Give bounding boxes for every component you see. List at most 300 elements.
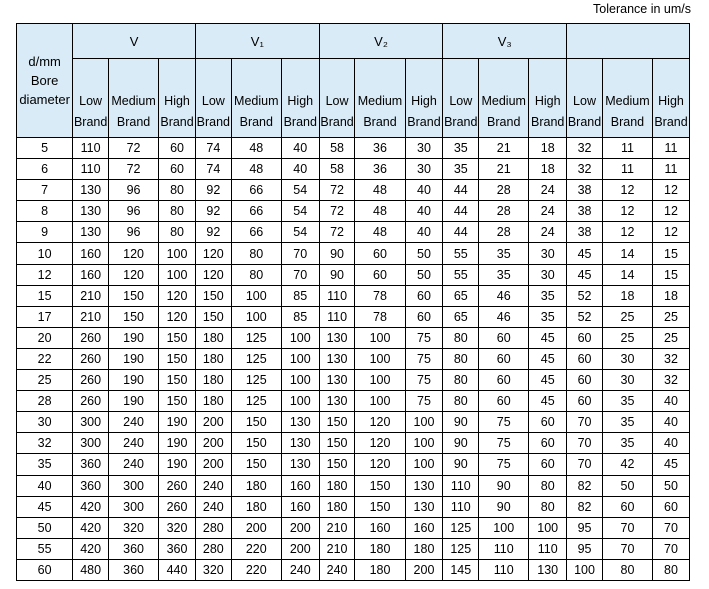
bore-diameter-cell: 50	[17, 517, 73, 538]
tolerance-cell: 60	[355, 264, 405, 285]
tolerance-cell: 100	[355, 391, 405, 412]
tolerance-cell: 130	[281, 454, 319, 475]
tolerance-cell: 36	[355, 159, 405, 180]
tolerance-cell: 240	[109, 433, 159, 454]
tolerance-cell: 210	[73, 306, 109, 327]
tolerance-cell: 150	[159, 391, 196, 412]
tolerance-cell: 74	[195, 138, 231, 159]
tolerance-cell: 100	[281, 348, 319, 369]
bore-diameter-cell: 9	[17, 222, 73, 243]
tolerance-cell: 100	[355, 370, 405, 391]
tolerance-cell: 45	[567, 243, 603, 264]
level-header	[479, 59, 529, 138]
tolerance-cell: 145	[443, 559, 479, 580]
tolerance-cell: 60	[479, 348, 529, 369]
tolerance-cell: 120	[159, 285, 196, 306]
group-v-header: V	[73, 24, 196, 59]
level-header	[231, 59, 281, 138]
tolerance-cell: 75	[479, 433, 529, 454]
bore-diameter-cell: 10	[17, 243, 73, 264]
level-line: Brand	[320, 115, 354, 129]
tolerance-cell: 120	[109, 264, 159, 285]
tolerance-cell: 130	[319, 327, 355, 348]
tolerance-cell: 32	[653, 348, 690, 369]
tolerance-cell: 210	[319, 538, 355, 559]
tolerance-cell: 80	[443, 391, 479, 412]
tolerance-cell: 180	[195, 327, 231, 348]
tolerance-cell: 75	[479, 412, 529, 433]
tolerance-cell: 125	[231, 348, 281, 369]
tolerance-cell: 100	[355, 348, 405, 369]
level-line: Medium	[357, 94, 403, 108]
level-line: Brand	[567, 115, 602, 129]
level-header	[195, 59, 231, 138]
tolerance-cell: 60	[567, 327, 603, 348]
tolerance-cell: 25	[653, 327, 690, 348]
level-header-row	[17, 59, 690, 138]
tolerance-cell: 44	[443, 180, 479, 201]
tolerance-cell: 60	[567, 370, 603, 391]
tolerance-cell: 78	[355, 306, 405, 327]
bore-diameter-cell: 32	[17, 433, 73, 454]
tolerance-cell: 28	[479, 201, 529, 222]
tolerance-cell: 110	[73, 138, 109, 159]
table-row	[17, 391, 690, 412]
tolerance-cell: 420	[73, 517, 109, 538]
tolerance-cell: 320	[195, 559, 231, 580]
tolerance-cell: 58	[319, 138, 355, 159]
tolerance-cell: 60	[355, 243, 405, 264]
tolerance-cell: 42	[602, 454, 652, 475]
level-header	[443, 59, 479, 138]
tolerance-cell: 210	[73, 285, 109, 306]
tolerance-cell: 30	[529, 264, 567, 285]
bore-diameter-header	[17, 24, 73, 138]
tolerance-cell: 150	[159, 327, 196, 348]
tolerance-cell: 38	[567, 222, 603, 243]
header-line: diameter	[19, 92, 70, 107]
group-v3-header: V₃	[443, 24, 567, 59]
tolerance-cell: 150	[195, 306, 231, 327]
tolerance-cell: 100	[231, 306, 281, 327]
tolerance-cell: 72	[109, 159, 159, 180]
tolerance-cell: 130	[73, 180, 109, 201]
tolerance-cell: 52	[567, 306, 603, 327]
tolerance-cell: 180	[319, 475, 355, 496]
tolerance-cell: 240	[195, 496, 231, 517]
table-row	[17, 348, 690, 369]
tolerance-cell: 85	[281, 306, 319, 327]
tolerance-cell: 58	[319, 159, 355, 180]
tolerance-cell: 80	[159, 201, 196, 222]
tolerance-cell: 420	[73, 538, 109, 559]
tolerance-cell: 130	[319, 348, 355, 369]
tolerance-cell: 150	[319, 433, 355, 454]
tolerance-cell: 45	[529, 370, 567, 391]
tolerance-cell: 40	[281, 159, 319, 180]
tolerance-cell: 28	[479, 180, 529, 201]
tolerance-cell: 45	[529, 327, 567, 348]
tolerance-cell: 35	[479, 264, 529, 285]
tolerance-cell: 150	[109, 285, 159, 306]
bore-diameter-cell: 60	[17, 559, 73, 580]
tolerance-cell: 25	[602, 306, 652, 327]
level-header	[109, 59, 159, 138]
tolerance-cell: 190	[159, 412, 196, 433]
tolerance-cell: 100	[405, 433, 443, 454]
tolerance-cell: 110	[319, 285, 355, 306]
tolerance-cell: 60	[479, 327, 529, 348]
tolerance-cell: 200	[195, 454, 231, 475]
tolerance-cell: 11	[653, 138, 690, 159]
tolerance-cell: 60	[405, 285, 443, 306]
tolerance-cell: 35	[602, 412, 652, 433]
tolerance-cell: 85	[281, 285, 319, 306]
table-row	[17, 327, 690, 348]
tolerance-cell: 12	[602, 222, 652, 243]
tolerance-cell: 150	[109, 306, 159, 327]
tolerance-cell: 300	[109, 475, 159, 496]
tolerance-cell: 160	[73, 243, 109, 264]
tolerance-cell: 35	[443, 159, 479, 180]
level-header	[653, 59, 690, 138]
tolerance-cell: 240	[281, 559, 319, 580]
tolerance-cell: 40	[281, 138, 319, 159]
level-line: High	[411, 94, 437, 108]
tolerance-cell: 40	[653, 433, 690, 454]
level-line: Medium	[605, 94, 650, 108]
tolerance-cell: 100	[281, 327, 319, 348]
tolerance-cell: 150	[355, 496, 405, 517]
table-row	[17, 412, 690, 433]
level-header	[529, 59, 567, 138]
tolerance-cell: 260	[159, 475, 196, 496]
tolerance-cell: 30	[405, 138, 443, 159]
tolerance-cell: 60	[602, 496, 652, 517]
tolerance-cell: 45	[529, 391, 567, 412]
tolerance-cell: 190	[109, 327, 159, 348]
level-line: Brand	[407, 115, 441, 129]
tolerance-cell: 12	[653, 201, 690, 222]
tolerance-cell: 60	[479, 370, 529, 391]
table-row	[17, 433, 690, 454]
bore-diameter-cell: 17	[17, 306, 73, 327]
header-line: d/mm	[28, 54, 61, 69]
level-line: Low	[325, 94, 349, 108]
tolerance-cell: 96	[109, 180, 159, 201]
tolerance-cell: 300	[73, 412, 109, 433]
tolerance-cell: 300	[73, 433, 109, 454]
tolerance-cell: 45	[567, 264, 603, 285]
tolerance-cell: 72	[319, 180, 355, 201]
tolerance-cell: 80	[529, 475, 567, 496]
tolerance-cell: 48	[355, 180, 405, 201]
table-row	[17, 159, 690, 180]
tolerance-cell: 100	[159, 264, 196, 285]
tolerance-cell: 100	[529, 517, 567, 538]
table-body	[17, 138, 690, 581]
tolerance-cell: 100	[281, 370, 319, 391]
tolerance-cell: 70	[653, 538, 690, 559]
tolerance-cell: 70	[653, 517, 690, 538]
level-line: High	[658, 94, 684, 108]
tolerance-cell: 130	[281, 412, 319, 433]
group-v1-header: V₁	[195, 24, 319, 59]
tolerance-cell: 30	[529, 243, 567, 264]
tolerance-cell: 100	[479, 517, 529, 538]
tolerance-cell: 280	[195, 538, 231, 559]
tolerance-cell: 110	[529, 538, 567, 559]
bore-diameter-cell: 5	[17, 138, 73, 159]
bore-diameter-cell: 8	[17, 201, 73, 222]
tolerance-cell: 125	[231, 391, 281, 412]
tolerance-cell: 80	[653, 559, 690, 580]
tolerance-cell: 150	[231, 412, 281, 433]
tolerance-cell: 14	[602, 264, 652, 285]
tolerance-cell: 240	[319, 559, 355, 580]
tolerance-cell: 180	[231, 475, 281, 496]
tolerance-cell: 200	[195, 433, 231, 454]
tolerance-cell: 66	[231, 180, 281, 201]
level-line: Brand	[444, 115, 478, 129]
tolerance-cell: 40	[405, 222, 443, 243]
tolerance-cell: 110	[479, 538, 529, 559]
tolerance-cell: 40	[405, 180, 443, 201]
tolerance-cell: 12	[602, 180, 652, 201]
tolerance-cell: 220	[231, 559, 281, 580]
tolerance-cell: 12	[602, 201, 652, 222]
tolerance-cell: 200	[281, 538, 319, 559]
tolerance-cell: 100	[159, 243, 196, 264]
tolerance-cell: 35	[479, 243, 529, 264]
tolerance-cell: 18	[653, 285, 690, 306]
tolerance-cell: 80	[529, 496, 567, 517]
tolerance-cell: 260	[73, 348, 109, 369]
tolerance-cell: 260	[159, 496, 196, 517]
tolerance-cell: 60	[529, 454, 567, 475]
tolerance-cell: 38	[567, 180, 603, 201]
bore-diameter-cell: 20	[17, 327, 73, 348]
tolerance-cell: 80	[443, 327, 479, 348]
tolerance-cell: 48	[355, 222, 405, 243]
tolerance-cell: 24	[529, 201, 567, 222]
tolerance-cell: 150	[319, 454, 355, 475]
tolerance-cell: 160	[73, 264, 109, 285]
tolerance-cell: 65	[443, 285, 479, 306]
level-line: Brand	[283, 115, 317, 129]
tolerance-cell: 35	[602, 391, 652, 412]
tolerance-cell: 40	[405, 201, 443, 222]
tolerance-cell: 90	[319, 243, 355, 264]
tolerance-cell: 30	[602, 348, 652, 369]
level-header	[159, 59, 196, 138]
tolerance-cell: 120	[355, 433, 405, 454]
tolerance-cell: 46	[479, 306, 529, 327]
tolerance-cell: 75	[405, 348, 443, 369]
tolerance-cell: 190	[159, 454, 196, 475]
tolerance-cell: 96	[109, 222, 159, 243]
tolerance-cell: 80	[602, 559, 652, 580]
tolerance-cell: 110	[443, 496, 479, 517]
tolerance-cell: 200	[231, 517, 281, 538]
group-header-row	[17, 24, 690, 59]
tolerance-cell: 60	[653, 496, 690, 517]
group-v2-header: V₂	[319, 24, 443, 59]
bore-diameter-cell: 12	[17, 264, 73, 285]
tolerance-cell: 60	[567, 348, 603, 369]
tolerance-cell: 120	[195, 243, 231, 264]
tolerance-cell: 440	[159, 559, 196, 580]
tolerance-cell: 260	[73, 391, 109, 412]
tolerance-cell: 15	[653, 264, 690, 285]
tolerance-cell: 32	[653, 370, 690, 391]
tolerance-cell: 54	[281, 201, 319, 222]
table-row	[17, 559, 690, 580]
tolerance-cell: 480	[73, 559, 109, 580]
tolerance-cell: 180	[195, 370, 231, 391]
tolerance-cell: 190	[159, 433, 196, 454]
tolerance-cell: 80	[159, 180, 196, 201]
tolerance-cell: 36	[355, 138, 405, 159]
tolerance-cell: 32	[567, 159, 603, 180]
tolerance-cell: 35	[529, 285, 567, 306]
tolerance-cell: 50	[653, 475, 690, 496]
tolerance-cell: 150	[355, 475, 405, 496]
level-header	[405, 59, 443, 138]
tolerance-cell: 130	[405, 496, 443, 517]
tolerance-cell: 52	[567, 285, 603, 306]
tolerance-cell: 200	[195, 412, 231, 433]
bore-diameter-cell: 35	[17, 454, 73, 475]
tolerance-cell: 360	[159, 538, 196, 559]
tolerance-cell: 125	[443, 538, 479, 559]
tolerance-cell: 18	[529, 138, 567, 159]
table-row	[17, 475, 690, 496]
tolerance-cell: 48	[355, 201, 405, 222]
bore-diameter-cell: 15	[17, 285, 73, 306]
tolerance-cell: 125	[231, 327, 281, 348]
tolerance-cell: 120	[159, 306, 196, 327]
tolerance-cell: 30	[602, 370, 652, 391]
tolerance-cell: 150	[195, 285, 231, 306]
tolerance-cell: 60	[567, 391, 603, 412]
tolerance-cell: 180	[195, 391, 231, 412]
tolerance-cell: 210	[319, 517, 355, 538]
bore-diameter-cell: 7	[17, 180, 73, 201]
tolerance-cell: 130	[281, 433, 319, 454]
bore-diameter-cell: 22	[17, 348, 73, 369]
level-header	[567, 59, 603, 138]
tolerance-cell: 180	[355, 559, 405, 580]
table-row	[17, 201, 690, 222]
tolerance-cell: 110	[73, 159, 109, 180]
tolerance-cell: 95	[567, 538, 603, 559]
tolerance-cell: 150	[319, 412, 355, 433]
tolerance-cell: 50	[405, 264, 443, 285]
table-row	[17, 538, 690, 559]
tolerance-cell: 24	[529, 180, 567, 201]
level-line: Medium	[234, 94, 279, 108]
tolerance-cell: 180	[405, 538, 443, 559]
tolerance-cell: 60	[529, 412, 567, 433]
tolerance-cell: 66	[231, 222, 281, 243]
level-line: Brand	[239, 115, 273, 129]
table-row	[17, 496, 690, 517]
level-line: Brand	[160, 115, 194, 129]
tolerance-cell: 95	[567, 517, 603, 538]
tolerance-cell: 48	[231, 159, 281, 180]
tolerance-cell: 130	[319, 370, 355, 391]
tolerance-cell: 11	[602, 159, 652, 180]
tolerance-cell: 200	[405, 559, 443, 580]
tolerance-cell: 40	[653, 391, 690, 412]
tolerance-cell: 360	[109, 559, 159, 580]
tolerance-cell: 120	[355, 412, 405, 433]
tolerance-cell: 35	[602, 433, 652, 454]
level-header	[319, 59, 355, 138]
tolerance-cell: 50	[405, 243, 443, 264]
tolerance-cell: 280	[195, 517, 231, 538]
tolerance-cell: 60	[529, 433, 567, 454]
tolerance-cell: 120	[195, 264, 231, 285]
tolerance-cell: 130	[73, 222, 109, 243]
tolerance-cell: 45	[653, 454, 690, 475]
tolerance-cell: 200	[281, 517, 319, 538]
tolerance-cell: 180	[195, 348, 231, 369]
level-line: Low	[573, 94, 596, 108]
tolerance-table	[16, 23, 690, 581]
level-line: Medium	[481, 94, 526, 108]
level-line: Brand	[363, 115, 397, 129]
tolerance-cell: 21	[479, 159, 529, 180]
table-row	[17, 285, 690, 306]
tolerance-cell: 360	[73, 454, 109, 475]
tolerance-cell: 70	[567, 412, 603, 433]
tolerance-cell: 130	[319, 391, 355, 412]
bore-diameter-cell: 28	[17, 391, 73, 412]
tolerance-cell: 120	[355, 454, 405, 475]
tolerance-cell: 240	[109, 412, 159, 433]
level-line: Brand	[610, 115, 645, 129]
tolerance-cell: 160	[281, 496, 319, 517]
tolerance-cell: 100	[405, 412, 443, 433]
tolerance-cell: 80	[443, 348, 479, 369]
tolerance-cell: 92	[195, 222, 231, 243]
tolerance-cell: 32	[567, 138, 603, 159]
tolerance-cell: 75	[405, 370, 443, 391]
group-blank-header	[567, 24, 690, 59]
tolerance-cell: 180	[319, 496, 355, 517]
tolerance-cell: 80	[231, 243, 281, 264]
tolerance-cell: 300	[109, 496, 159, 517]
tolerance-cell: 320	[109, 517, 159, 538]
tolerance-cell: 30	[405, 159, 443, 180]
tolerance-cell: 110	[479, 559, 529, 580]
tolerance-cell: 70	[602, 538, 652, 559]
tolerance-cell: 100	[355, 327, 405, 348]
tolerance-cell: 190	[109, 348, 159, 369]
tolerance-cell: 160	[355, 517, 405, 538]
level-header	[281, 59, 319, 138]
tolerance-cell: 60	[159, 138, 196, 159]
tolerance-cell: 12	[653, 180, 690, 201]
tolerance-cell: 90	[319, 264, 355, 285]
table-row	[17, 222, 690, 243]
level-line: Brand	[487, 115, 521, 129]
tolerance-cell: 82	[567, 496, 603, 517]
tolerance-cell: 90	[443, 412, 479, 433]
tolerance-cell: 72	[319, 222, 355, 243]
